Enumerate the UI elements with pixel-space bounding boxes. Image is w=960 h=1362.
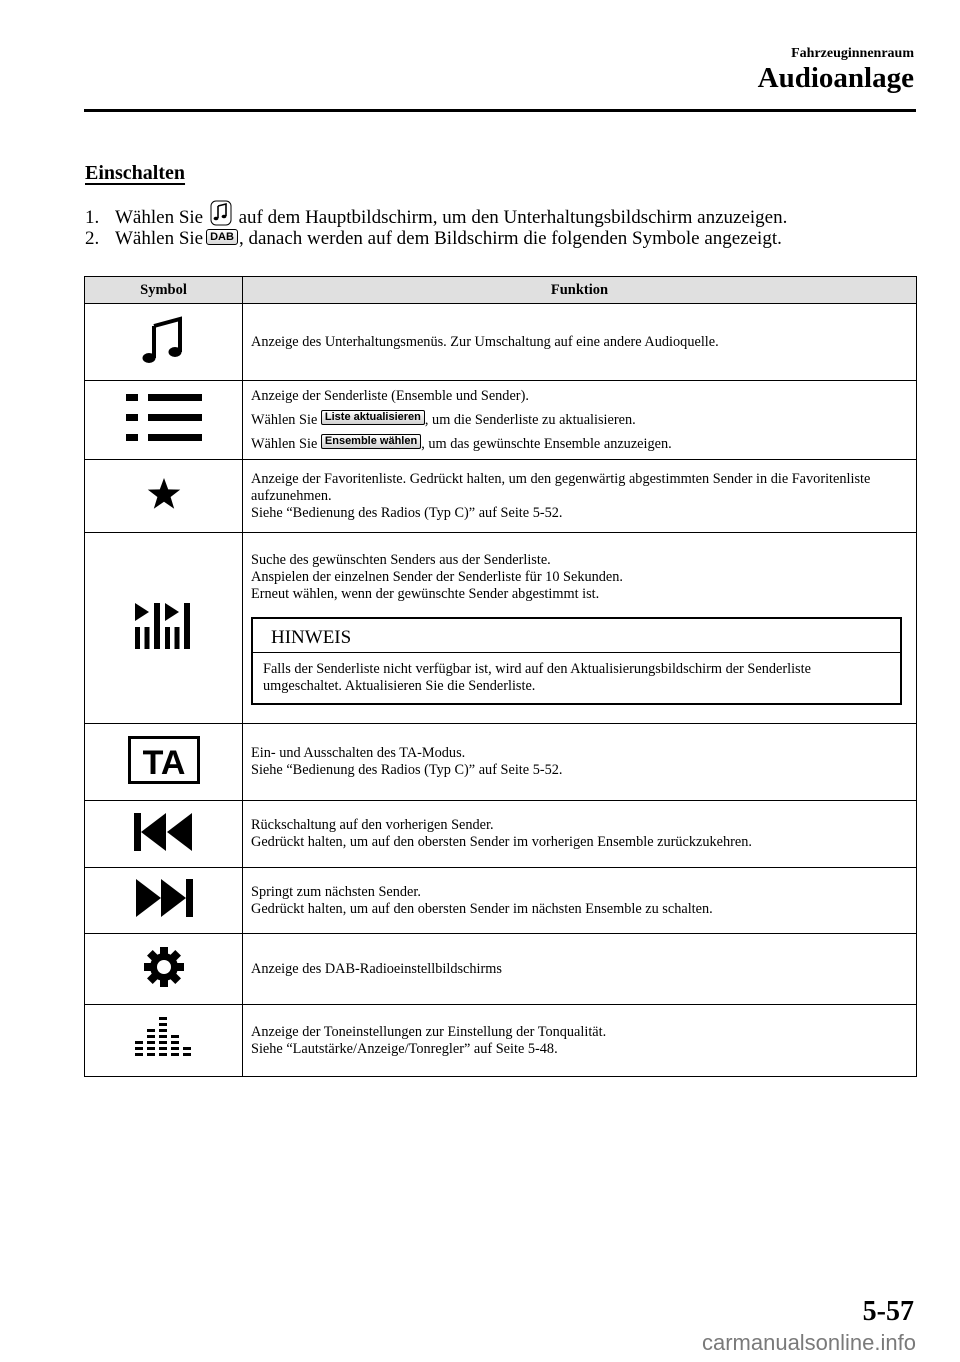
equalizer-icon xyxy=(134,1047,194,1063)
skip-back-icon xyxy=(134,839,194,855)
table-row xyxy=(85,724,917,801)
table-header-row xyxy=(85,277,917,304)
symbol-cell xyxy=(85,724,243,801)
step-2 xyxy=(85,228,782,250)
symbol-cell xyxy=(85,381,243,460)
ta-icon-label: TA xyxy=(142,743,185,782)
function-text: Suche des gewünschten Senders aus der Senderliste. xyxy=(251,551,551,568)
function-text: Siehe “Bedienung des Radios (Typ C)” auf Seite 5-52. xyxy=(251,504,563,521)
table-row xyxy=(85,381,917,460)
table-row xyxy=(85,868,917,934)
table-row xyxy=(85,533,917,724)
function-text: Anzeige der Toneinstellungen zur Einstellung der Tonqualität. xyxy=(251,1023,607,1040)
step-text: , danach werden auf dem Bildschirm die folgenden Symbole angezeigt. xyxy=(238,228,782,249)
function-text: Gedrückt halten, um auf den obersten Sender im nächsten Ensemble zu schalten. xyxy=(251,900,713,917)
symbol-cell xyxy=(85,868,243,934)
function-text: Gedrückt halten, um auf den obersten Sender im vorherigen Ensemble zurückzukehren. xyxy=(251,834,753,850)
symbol-cell xyxy=(85,460,243,533)
column-header-function: Funktion xyxy=(243,277,917,304)
function-text: Anspielen der einzelnen Sender der Senderliste für 10 Sekunden. xyxy=(251,568,623,585)
step-text: auf dem Hauptbildschirm, um den Unterhaltungsbildschirm anzuzeigen. xyxy=(238,207,788,228)
function-cell xyxy=(243,801,917,868)
music-note-icon xyxy=(140,352,188,368)
scan-icon xyxy=(134,639,194,655)
function-cell xyxy=(243,1005,917,1077)
table-row xyxy=(85,304,917,381)
section-title: Einschalten xyxy=(85,162,186,184)
function-text: Wählen Sie xyxy=(251,435,318,452)
table-row xyxy=(85,460,917,533)
column-header-symbol: Symbol xyxy=(85,277,243,304)
function-cell xyxy=(243,533,917,724)
symbol-cell xyxy=(85,934,243,1005)
note-box xyxy=(251,617,902,705)
symbol-cell xyxy=(85,533,243,724)
watermark: carmanualsonline.info xyxy=(701,1330,916,1355)
function-cell xyxy=(243,460,917,533)
step-number: 1. xyxy=(85,207,100,228)
table-row xyxy=(85,934,917,1005)
step-text: Wählen Sie xyxy=(115,228,204,249)
symbol-cell xyxy=(85,801,243,868)
refresh-list-button: Liste aktualisieren xyxy=(321,410,425,425)
function-text: Siehe “Lautstärke/Anzeige/Tonregler” auf Seite 5-48. xyxy=(251,1040,558,1057)
list-icon xyxy=(124,432,204,448)
symbol-table xyxy=(84,276,917,1077)
function-text: Springt zum nächsten Sender. xyxy=(251,883,421,900)
function-text: , um das gewünschte Ensemble anzuzeigen. xyxy=(421,435,672,452)
step-number: 2. xyxy=(85,228,100,249)
step-text: Wählen Sie xyxy=(115,207,204,228)
gear-icon xyxy=(144,975,184,991)
ta-icon xyxy=(128,743,200,788)
symbol-cell xyxy=(85,304,243,381)
function-cell xyxy=(243,381,917,460)
function-cell xyxy=(243,304,917,381)
function-text-line xyxy=(251,410,908,429)
table-row xyxy=(85,1005,917,1077)
star-icon xyxy=(147,499,181,515)
function-text: Siehe “Bedienung des Radios (Typ C)” auf Seite 5-52. xyxy=(251,762,563,778)
skip-forward-icon xyxy=(134,905,194,921)
function-cell xyxy=(243,724,917,801)
function-text: Anzeige der Favoritenliste. Gedrückt halten, um den gegenwärtig abgestimmten Sender in die Favoritenliste aufzunehmen. xyxy=(251,470,871,504)
function-text: , um die Senderliste zu aktualisieren. xyxy=(424,411,636,428)
function-cell xyxy=(243,934,917,1005)
function-text: Anzeige des DAB-Radioeinstellbildschirms xyxy=(251,960,502,977)
function-text: Anzeige der Senderliste (Ensemble und Sender). xyxy=(251,387,529,404)
function-text: Rückschaltung auf den vorherigen Sender. xyxy=(251,817,494,833)
function-cell xyxy=(243,868,917,934)
function-text-line xyxy=(251,434,908,453)
select-ensemble-button: Ensemble wählen xyxy=(321,434,421,449)
function-text: Wählen Sie xyxy=(251,411,318,428)
note-title: HINWEIS xyxy=(271,626,352,648)
function-text: Erneut wählen, wenn der gewünschte Sender abgestimmt ist. xyxy=(251,585,600,602)
note-text: Falls der Senderliste nicht verfügbar ist, wird auf den Aktualisierungsbildschirm der Senderliste umgeschaltet. Aktualisieren Sie die Senderliste. xyxy=(263,660,811,694)
dab-button: DAB xyxy=(206,229,238,245)
table-row xyxy=(85,801,917,868)
page-title: Audioanlage xyxy=(757,62,914,94)
symbol-cell xyxy=(85,1005,243,1077)
function-text: Ein- und Ausschalten des TA-Modus. xyxy=(251,745,466,761)
function-text: Anzeige des Unterhaltungsmenüs. Zur Umschaltung auf eine andere Audioquelle. xyxy=(251,333,719,350)
header-divider xyxy=(84,109,916,112)
chapter-label: Fahrzeuginnenraum xyxy=(791,46,914,61)
page-number: 5-57 xyxy=(862,1296,914,1327)
